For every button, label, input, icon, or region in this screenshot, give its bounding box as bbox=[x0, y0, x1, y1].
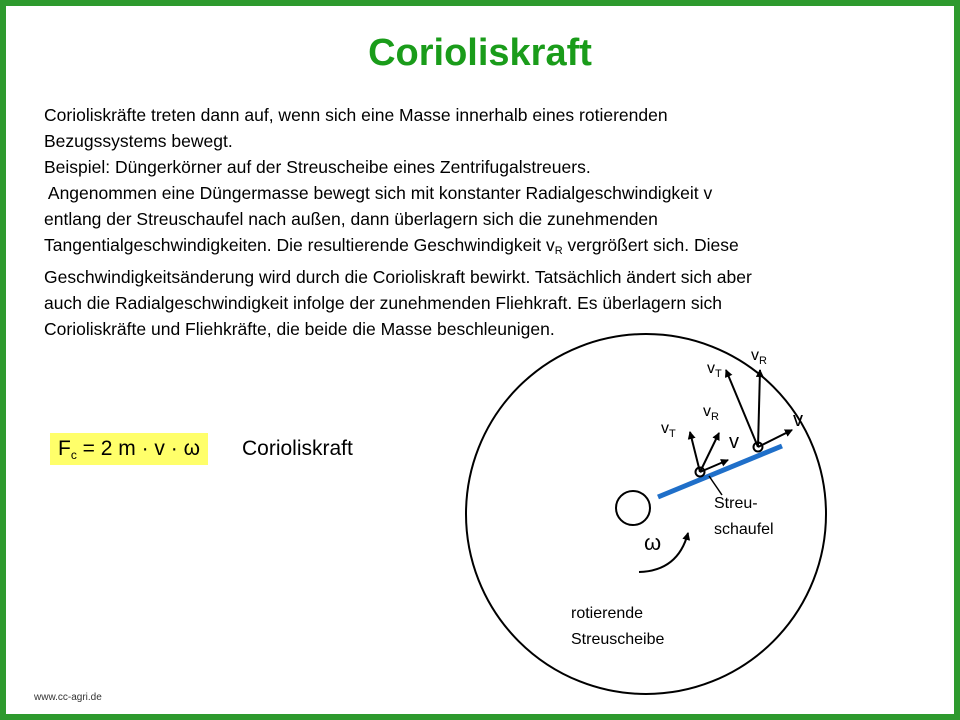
label-vt-inner-main: v bbox=[661, 420, 669, 437]
disc-hub bbox=[616, 491, 650, 525]
label-vt-outer-main: v bbox=[707, 360, 715, 377]
vector-vt-inner bbox=[690, 432, 700, 472]
label-vr-inner-main: v bbox=[703, 403, 711, 420]
label-vt-inner bbox=[661, 420, 676, 440]
label-streuschaufel-line2: schaufel bbox=[714, 521, 774, 538]
slide-title: Corioliskraft bbox=[368, 32, 592, 74]
text-line-2: Bezugssystems bewegt. bbox=[44, 131, 233, 151]
label-v-inner: v bbox=[729, 431, 739, 453]
blade-leader-line bbox=[709, 476, 722, 495]
label-vr-inner bbox=[703, 403, 719, 423]
text-line-6-end: vergrößert sich. Diese bbox=[562, 235, 739, 255]
text-line-9: Corioliskräfte und Fliehkräfte, die beide die Masse beschleunigen. bbox=[44, 319, 555, 339]
text-line-6-start: Tangentialgeschwindigkeiten. Die resultierende Geschwindigkeit v bbox=[44, 235, 555, 255]
footer-url: www.cc-agri.de bbox=[34, 692, 102, 703]
label-vt-outer bbox=[707, 360, 722, 380]
label-vr-outer-main: v bbox=[751, 347, 759, 364]
text-line-4: Angenommen eine Düngermasse bewegt sich mit konstanter Radialgeschwindigkeit v bbox=[44, 183, 713, 203]
text-line-3: Beispiel: Düngerkörner auf der Streuscheibe eines Zentrifugalstreuers. bbox=[44, 157, 591, 177]
label-v-outer: v bbox=[793, 409, 803, 431]
formula-f: F bbox=[58, 437, 71, 460]
label-vt-outer-sub: T bbox=[715, 368, 722, 380]
label-vt-inner-sub: T bbox=[669, 428, 676, 440]
streuschaufel-blade bbox=[658, 446, 782, 497]
vector-vr-outer bbox=[758, 370, 760, 447]
text-line-8: auch die Radialgeschwindigkeit infolge der zunehmenden Fliehkraft. Es überlagern sich bbox=[44, 293, 723, 313]
formula-caption: Corioliskraft bbox=[242, 437, 353, 460]
label-vr-outer-sub: R bbox=[759, 355, 767, 367]
omega-symbol: ω bbox=[644, 530, 662, 555]
streuscheibe-diagram bbox=[6, 6, 954, 714]
vector-v-outer bbox=[758, 430, 792, 447]
label-streuscheibe-line2: Streuscheibe bbox=[571, 631, 665, 648]
label-streuscheibe-line1: rotierende bbox=[571, 605, 644, 622]
text-line-7: Geschwindigkeitsänderung wird durch die Corioliskraft bewirkt. Tatsächlich ändert sich aber bbox=[44, 267, 752, 287]
label-streuschaufel-line1: Streu- bbox=[714, 495, 758, 512]
text-line-1: Corioliskräfte treten dann auf, wenn sich eine Masse innerhalb eines rotierenden bbox=[44, 105, 668, 125]
formula-subscript: c bbox=[70, 448, 77, 462]
label-vr-outer bbox=[751, 347, 767, 367]
formula-rhs: = 2 m · v · ω bbox=[76, 437, 200, 460]
label-vr-inner-sub: R bbox=[711, 411, 719, 423]
text-line-5: entlang der Streuschaufel nach außen, dann überlagern sich die zunehmenden bbox=[44, 209, 658, 229]
text-line-6-subscript: R bbox=[554, 245, 563, 257]
